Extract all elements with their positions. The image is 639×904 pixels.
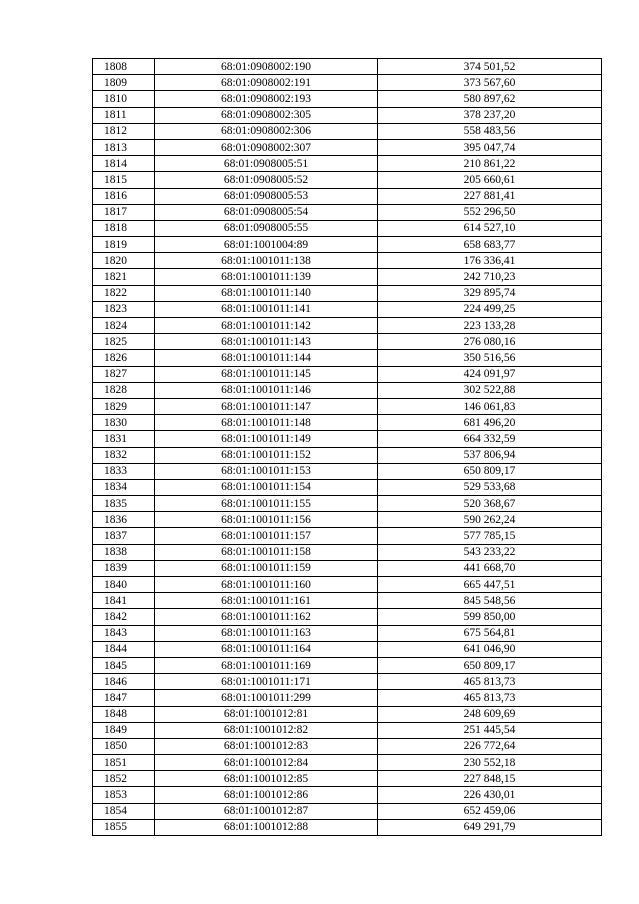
row-number-cell: 1837 (93, 528, 155, 544)
cadastral-number-cell: 68:01:1001011:171 (155, 674, 378, 690)
cadastral-value-cell: 664 332,59 (378, 431, 602, 447)
row-number-cell: 1810 (93, 91, 155, 107)
row-number-cell: 1832 (93, 447, 155, 463)
cadastral-number-cell: 68:01:0908005:55 (155, 220, 378, 236)
cadastral-value-cell: 577 785,15 (378, 528, 602, 544)
row-number-cell: 1840 (93, 577, 155, 593)
row-number-cell: 1850 (93, 738, 155, 754)
cadastral-value-cell: 226 430,01 (378, 787, 602, 803)
row-number-cell: 1848 (93, 706, 155, 722)
cadastral-value-cell: 599 850,00 (378, 609, 602, 625)
cadastral-value-cell: 248 609,69 (378, 706, 602, 722)
table-row (93, 139, 602, 155)
row-number-cell: 1855 (93, 819, 155, 835)
cadastral-value-cell: 558 483,56 (378, 123, 602, 139)
table-row (93, 625, 602, 641)
row-number-cell: 1813 (93, 139, 155, 155)
row-number-cell: 1825 (93, 334, 155, 350)
row-number-cell: 1808 (93, 59, 155, 75)
table-row (93, 59, 602, 75)
cadastral-value-cell: 537 806,94 (378, 447, 602, 463)
table-row (93, 204, 602, 220)
row-number-cell: 1849 (93, 722, 155, 738)
table-row (93, 253, 602, 269)
cadastral-number-cell: 68:01:1001011:157 (155, 528, 378, 544)
cadastral-value-cell: 230 552,18 (378, 755, 602, 771)
table-row (93, 237, 602, 253)
cadastral-value-cell: 658 683,77 (378, 237, 602, 253)
table-row (93, 544, 602, 560)
row-number-cell: 1820 (93, 253, 155, 269)
cadastral-number-cell: 68:01:1001011:161 (155, 593, 378, 609)
cadastral-value-cell: 424 091,97 (378, 366, 602, 382)
cadastral-number-cell: 68:01:1001011:153 (155, 463, 378, 479)
row-number-cell: 1828 (93, 382, 155, 398)
cadastral-value-table (92, 58, 602, 836)
table-row (93, 334, 602, 350)
cadastral-number-cell: 68:01:1001011:148 (155, 415, 378, 431)
table-row (93, 528, 602, 544)
row-number-cell: 1827 (93, 366, 155, 382)
cadastral-value-cell: 210 861,22 (378, 156, 602, 172)
cadastral-number-cell: 68:01:1001012:84 (155, 755, 378, 771)
cadastral-value-cell: 350 516,56 (378, 350, 602, 366)
cadastral-number-cell: 68:01:0908005:53 (155, 188, 378, 204)
cadastral-number-cell: 68:01:0908002:306 (155, 123, 378, 139)
cadastral-value-cell: 465 813,73 (378, 674, 602, 690)
cadastral-number-cell: 68:01:1001011:146 (155, 382, 378, 398)
table-row (93, 350, 602, 366)
row-number-cell: 1826 (93, 350, 155, 366)
table-row (93, 447, 602, 463)
row-number-cell: 1822 (93, 285, 155, 301)
table-row (93, 91, 602, 107)
cadastral-number-cell: 68:01:1001011:169 (155, 657, 378, 673)
table-row (93, 738, 602, 754)
row-number-cell: 1829 (93, 398, 155, 414)
cadastral-value-cell: 650 809,17 (378, 657, 602, 673)
cadastral-number-cell: 68:01:1001011:149 (155, 431, 378, 447)
cadastral-value-cell: 465 813,73 (378, 690, 602, 706)
cadastral-value-cell: 378 237,20 (378, 107, 602, 123)
row-number-cell: 1835 (93, 496, 155, 512)
cadastral-value-cell: 590 262,24 (378, 512, 602, 528)
cadastral-number-cell: 68:01:1001012:83 (155, 738, 378, 754)
cadastral-value-cell: 329 895,74 (378, 285, 602, 301)
cadastral-value-cell: 845 548,56 (378, 593, 602, 609)
cadastral-number-cell: 68:01:0908002:193 (155, 91, 378, 107)
row-number-cell: 1853 (93, 787, 155, 803)
cadastral-number-cell: 68:01:1001011:156 (155, 512, 378, 528)
row-number-cell: 1845 (93, 657, 155, 673)
cadastral-number-cell: 68:01:1001012:86 (155, 787, 378, 803)
cadastral-value-cell: 675 564,81 (378, 625, 602, 641)
table-body (93, 59, 602, 836)
cadastral-value-cell: 276 080,16 (378, 334, 602, 350)
cadastral-value-cell: 146 061,83 (378, 398, 602, 414)
table-row (93, 560, 602, 576)
table-row (93, 641, 602, 657)
row-number-cell: 1839 (93, 560, 155, 576)
row-number-cell: 1816 (93, 188, 155, 204)
cadastral-number-cell: 68:01:1001011:152 (155, 447, 378, 463)
cadastral-number-cell: 68:01:0908002:191 (155, 75, 378, 91)
row-number-cell: 1851 (93, 755, 155, 771)
cadastral-number-cell: 68:01:1001011:144 (155, 350, 378, 366)
row-number-cell: 1834 (93, 479, 155, 495)
table-row (93, 398, 602, 414)
row-number-cell: 1833 (93, 463, 155, 479)
cadastral-value-cell: 373 567,60 (378, 75, 602, 91)
cadastral-value-cell: 665 447,51 (378, 577, 602, 593)
cadastral-number-cell: 68:01:1001012:81 (155, 706, 378, 722)
row-number-cell: 1818 (93, 220, 155, 236)
table-row (93, 156, 602, 172)
row-number-cell: 1846 (93, 674, 155, 690)
row-number-cell: 1815 (93, 172, 155, 188)
table-row (93, 819, 602, 835)
cadastral-value-cell: 251 445,54 (378, 722, 602, 738)
table-row (93, 755, 602, 771)
table-row (93, 220, 602, 236)
cadastral-number-cell: 68:01:1001011:140 (155, 285, 378, 301)
cadastral-number-cell: 68:01:1001011:164 (155, 641, 378, 657)
cadastral-value-cell: 227 848,15 (378, 771, 602, 787)
cadastral-number-cell: 68:01:1001011:147 (155, 398, 378, 414)
cadastral-number-cell: 68:01:1001011:155 (155, 496, 378, 512)
cadastral-number-cell: 68:01:1001011:163 (155, 625, 378, 641)
table-row (93, 415, 602, 431)
table-row (93, 674, 602, 690)
table-row (93, 609, 602, 625)
cadastral-value-cell: 520 368,67 (378, 496, 602, 512)
row-number-cell: 1823 (93, 301, 155, 317)
cadastral-value-cell: 529 533,68 (378, 479, 602, 495)
table-row (93, 787, 602, 803)
row-number-cell: 1854 (93, 803, 155, 819)
row-number-cell: 1836 (93, 512, 155, 528)
table-row (93, 690, 602, 706)
table-row (93, 123, 602, 139)
row-number-cell: 1811 (93, 107, 155, 123)
table-row (93, 496, 602, 512)
cadastral-number-cell: 68:01:1001011:158 (155, 544, 378, 560)
cadastral-value-cell: 441 668,70 (378, 560, 602, 576)
cadastral-value-cell: 374 501,52 (378, 59, 602, 75)
table-row (93, 431, 602, 447)
row-number-cell: 1841 (93, 593, 155, 609)
cadastral-value-cell: 224 499,25 (378, 301, 602, 317)
cadastral-value-cell: 227 881,41 (378, 188, 602, 204)
cadastral-value-cell: 580 897,62 (378, 91, 602, 107)
row-number-cell: 1842 (93, 609, 155, 625)
table-row (93, 285, 602, 301)
table-row (93, 512, 602, 528)
table-row (93, 463, 602, 479)
table-row (93, 301, 602, 317)
cadastral-number-cell: 68:01:1001012:87 (155, 803, 378, 819)
cadastral-number-cell: 68:01:0908005:51 (155, 156, 378, 172)
cadastral-number-cell: 68:01:1001011:138 (155, 253, 378, 269)
cadastral-number-cell: 68:01:1001011:160 (155, 577, 378, 593)
table-row (93, 657, 602, 673)
row-number-cell: 1809 (93, 75, 155, 91)
table-row (93, 771, 602, 787)
cadastral-number-cell: 68:01:1001011:141 (155, 301, 378, 317)
cadastral-value-cell: 681 496,20 (378, 415, 602, 431)
cadastral-number-cell: 68:01:1001011:299 (155, 690, 378, 706)
table-row (93, 188, 602, 204)
cadastral-number-cell: 68:01:1001011:142 (155, 318, 378, 334)
row-number-cell: 1831 (93, 431, 155, 447)
cadastral-number-cell: 68:01:1001004:89 (155, 237, 378, 253)
row-number-cell: 1814 (93, 156, 155, 172)
table-row (93, 722, 602, 738)
table-row (93, 706, 602, 722)
row-number-cell: 1852 (93, 771, 155, 787)
cadastral-number-cell: 68:01:0908002:307 (155, 139, 378, 155)
cadastral-value-cell: 552 296,50 (378, 204, 602, 220)
cadastral-number-cell: 68:01:1001012:82 (155, 722, 378, 738)
cadastral-number-cell: 68:01:1001011:154 (155, 479, 378, 495)
table-row (93, 577, 602, 593)
row-number-cell: 1830 (93, 415, 155, 431)
cadastral-value-cell: 641 046,90 (378, 641, 602, 657)
cadastral-number-cell: 68:01:1001012:88 (155, 819, 378, 835)
table-row (93, 75, 602, 91)
table-row (93, 803, 602, 819)
row-number-cell: 1824 (93, 318, 155, 334)
cadastral-number-cell: 68:01:1001011:162 (155, 609, 378, 625)
table-row (93, 318, 602, 334)
row-number-cell: 1817 (93, 204, 155, 220)
row-number-cell: 1847 (93, 690, 155, 706)
table-row (93, 382, 602, 398)
cadastral-value-cell: 242 710,23 (378, 269, 602, 285)
table-row (93, 366, 602, 382)
row-number-cell: 1838 (93, 544, 155, 560)
table-row (93, 593, 602, 609)
cadastral-number-cell: 68:01:0908002:190 (155, 59, 378, 75)
row-number-cell: 1844 (93, 641, 155, 657)
row-number-cell: 1821 (93, 269, 155, 285)
cadastral-number-cell: 68:01:0908005:54 (155, 204, 378, 220)
cadastral-value-cell: 223 133,28 (378, 318, 602, 334)
cadastral-value-cell: 205 660,61 (378, 172, 602, 188)
cadastral-value-cell: 652 459,06 (378, 803, 602, 819)
cadastral-number-cell: 68:01:1001011:145 (155, 366, 378, 382)
table-row (93, 269, 602, 285)
cadastral-number-cell: 68:01:0908002:305 (155, 107, 378, 123)
cadastral-value-cell: 614 527,10 (378, 220, 602, 236)
cadastral-number-cell: 68:01:1001011:143 (155, 334, 378, 350)
table-row (93, 107, 602, 123)
cadastral-number-cell: 68:01:1001011:159 (155, 560, 378, 576)
cadastral-number-cell: 68:01:1001012:85 (155, 771, 378, 787)
cadastral-number-cell: 68:01:0908005:52 (155, 172, 378, 188)
cadastral-value-cell: 543 233,22 (378, 544, 602, 560)
row-number-cell: 1843 (93, 625, 155, 641)
cadastral-value-cell: 649 291,79 (378, 819, 602, 835)
cadastral-value-cell: 226 772,64 (378, 738, 602, 754)
row-number-cell: 1819 (93, 237, 155, 253)
table-row (93, 172, 602, 188)
cadastral-value-cell: 650 809,17 (378, 463, 602, 479)
cadastral-number-cell: 68:01:1001011:139 (155, 269, 378, 285)
row-number-cell: 1812 (93, 123, 155, 139)
cadastral-value-cell: 395 047,74 (378, 139, 602, 155)
cadastral-value-cell: 302 522,88 (378, 382, 602, 398)
table-row (93, 479, 602, 495)
cadastral-value-cell: 176 336,41 (378, 253, 602, 269)
